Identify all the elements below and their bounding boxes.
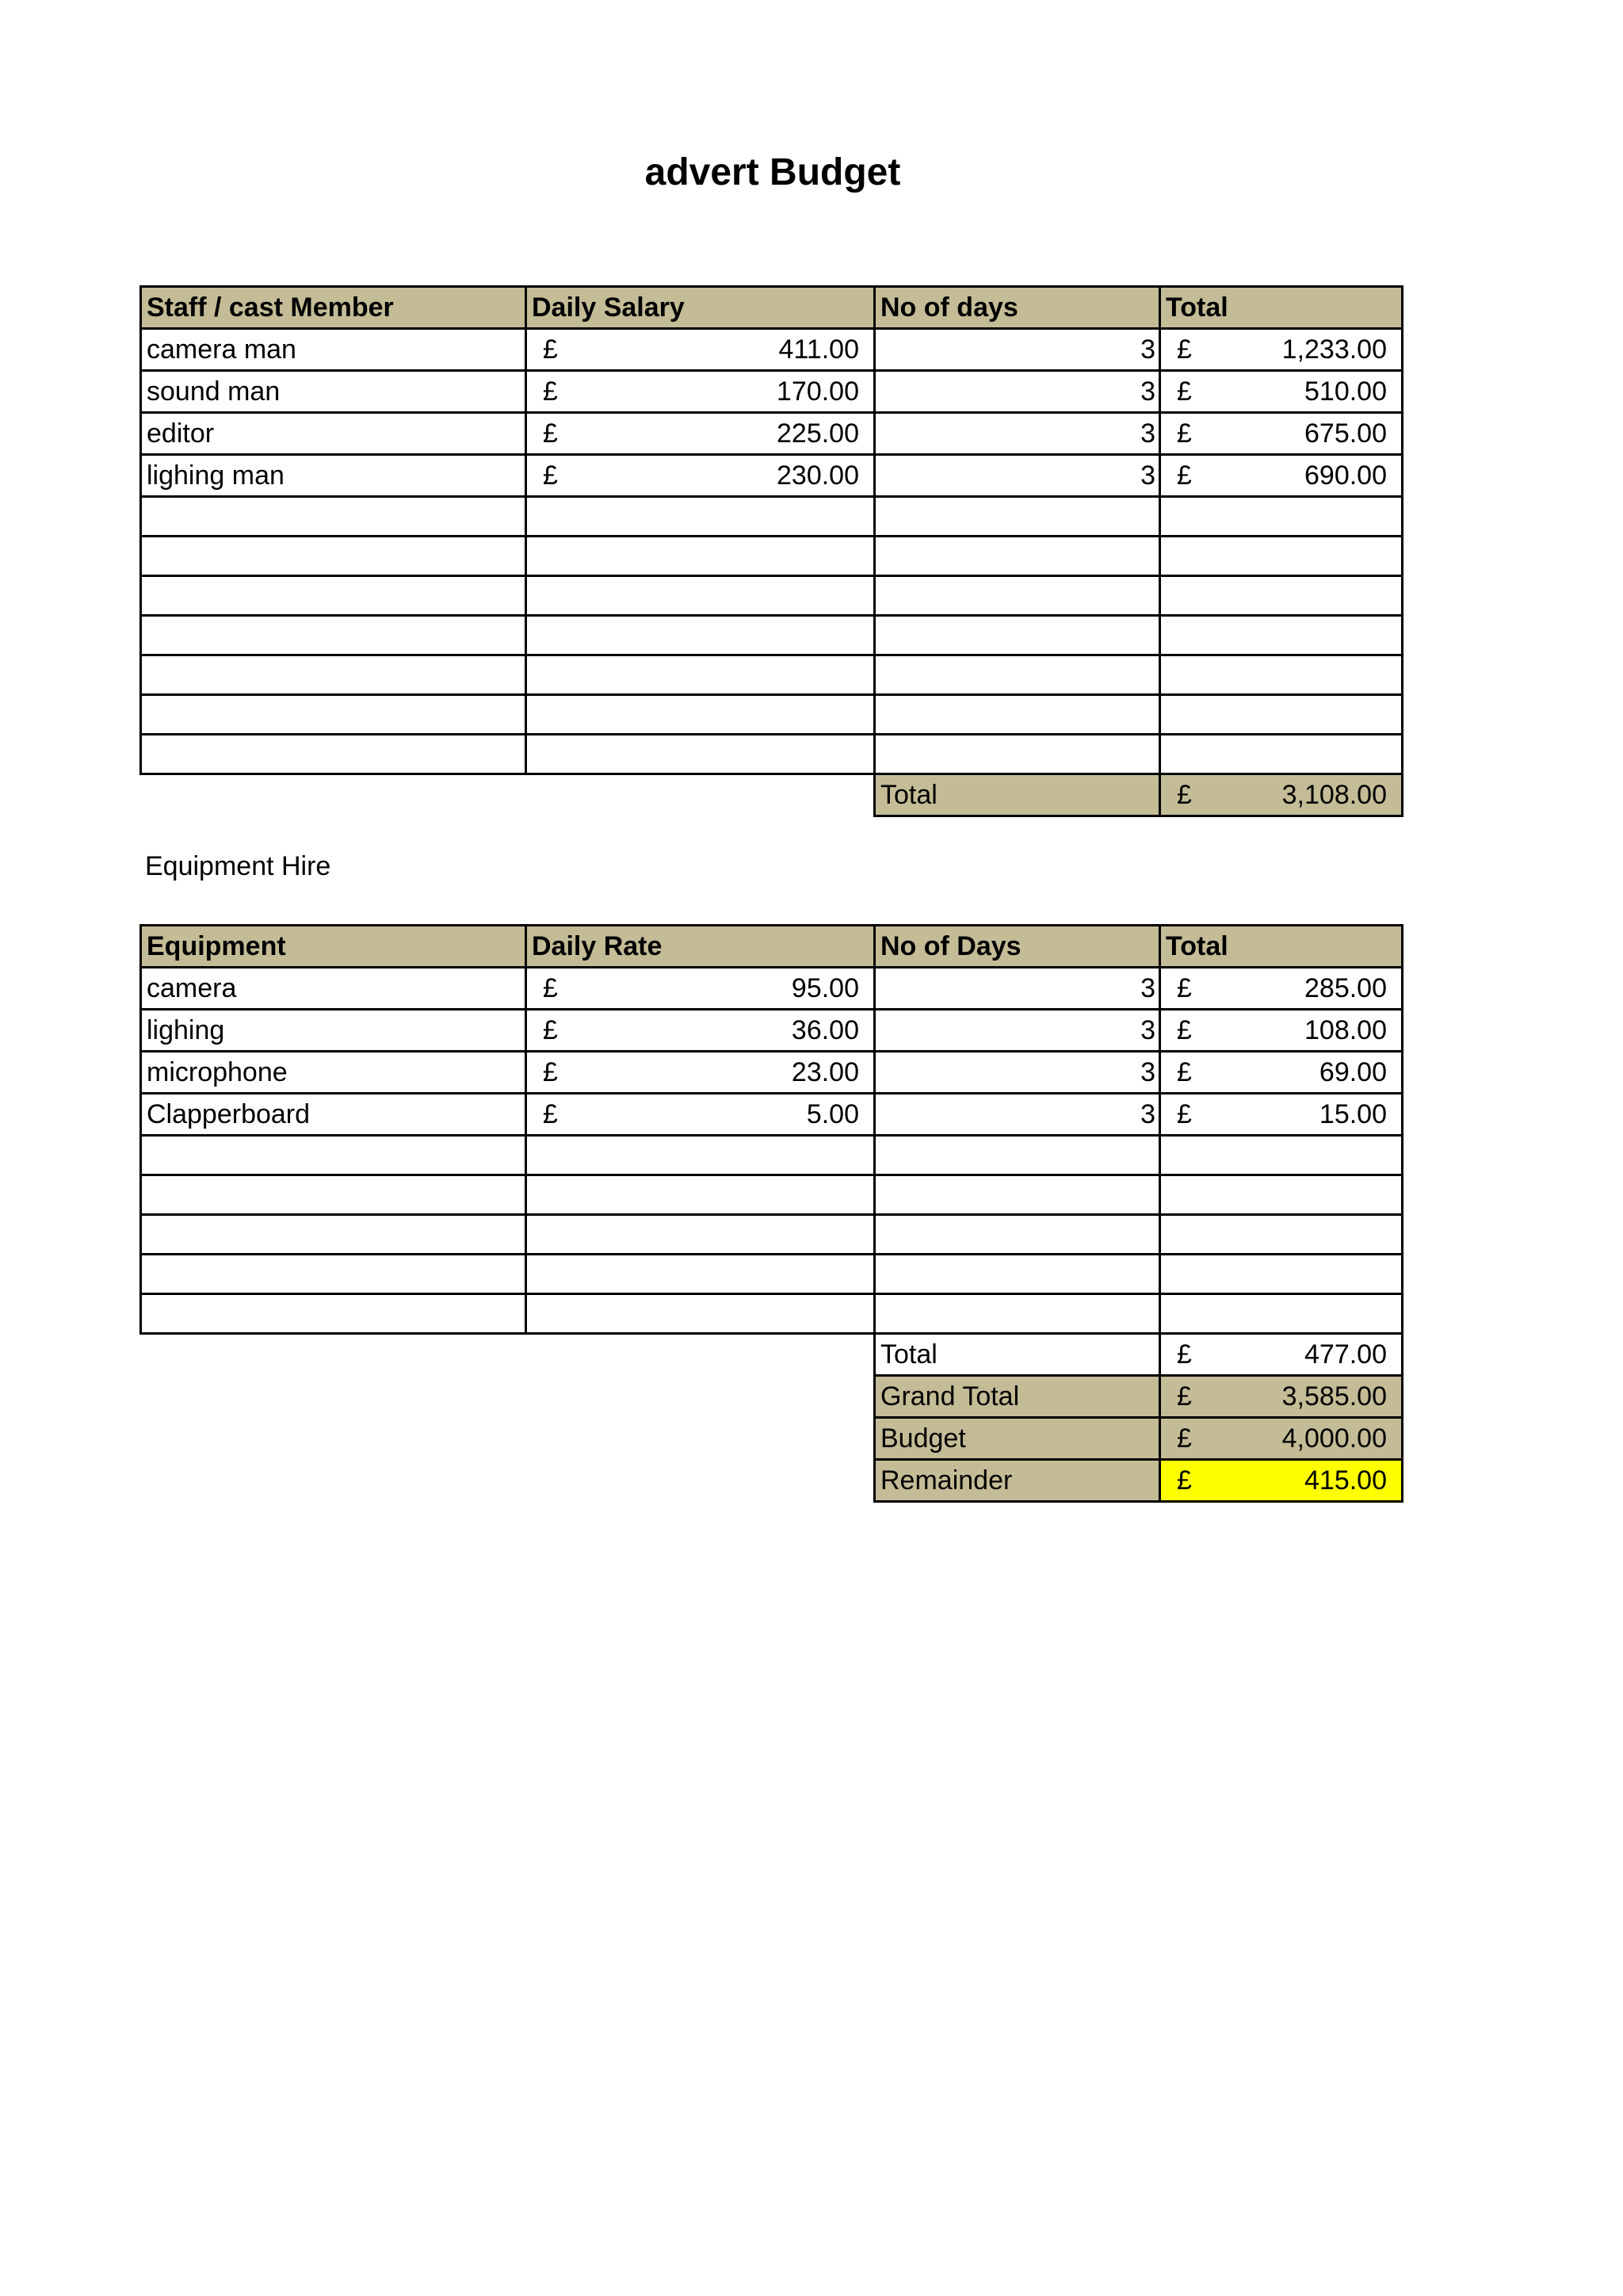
cell-name[interactable]: microphone xyxy=(141,1052,526,1094)
currency-symbol: £ xyxy=(543,1057,558,1087)
cell-total[interactable] xyxy=(1160,1052,1403,1094)
empty-cell[interactable] xyxy=(875,1255,1160,1294)
rate-value: 170.00 xyxy=(777,376,859,407)
cell-days[interactable]: 3 xyxy=(875,455,1160,497)
empty-cell[interactable] xyxy=(141,497,526,537)
empty-row xyxy=(141,497,1403,537)
total-value: 285.00 xyxy=(1304,973,1387,1003)
total-value: 1,233.00 xyxy=(1281,334,1387,365)
remainder-row xyxy=(141,1460,1403,1502)
header-no-of-days[interactable]: No of Days xyxy=(875,926,1160,968)
currency-symbol: £ xyxy=(1177,973,1192,1003)
rate-value: 5.00 xyxy=(806,1099,859,1129)
currency-symbol: £ xyxy=(543,418,558,449)
currency-symbol: £ xyxy=(543,460,558,491)
empty-cell[interactable] xyxy=(526,497,875,537)
currency-symbol: £ xyxy=(1177,1465,1192,1496)
grand-total-row xyxy=(141,1376,1403,1418)
empty-cell[interactable] xyxy=(1160,537,1403,576)
table-row xyxy=(141,968,1403,1010)
empty-cell[interactable] xyxy=(141,1175,526,1215)
table-row xyxy=(141,413,1403,455)
equipment-table xyxy=(139,924,1403,1503)
equipment-hire-label: Equipment Hire xyxy=(145,851,331,881)
empty-cell[interactable] xyxy=(141,1136,526,1175)
grand-total-value: 3,585.00 xyxy=(1281,1381,1387,1412)
empty-row xyxy=(141,1136,1403,1175)
empty-cell[interactable] xyxy=(526,735,875,774)
equipment-total-row xyxy=(141,1334,1403,1376)
empty-cell[interactable] xyxy=(141,695,526,735)
cell-total[interactable] xyxy=(1160,413,1403,455)
cell-name[interactable]: lighing man xyxy=(141,455,526,497)
rate-value: 23.00 xyxy=(791,1057,859,1087)
remainder-value: 415.00 xyxy=(1304,1465,1387,1496)
empty-cell[interactable] xyxy=(526,537,875,576)
cell-days[interactable]: 3 xyxy=(875,413,1160,455)
rate-value: 411.00 xyxy=(778,334,859,365)
page-title: advert Budget xyxy=(644,151,901,193)
cell-days[interactable]: 3 xyxy=(875,1052,1160,1094)
currency-symbol: £ xyxy=(543,334,558,365)
empty-row xyxy=(141,1215,1403,1255)
rate-value: 36.00 xyxy=(791,1015,859,1045)
empty-cell[interactable] xyxy=(1160,1136,1403,1175)
empty-cell[interactable] xyxy=(526,576,875,616)
empty-cell[interactable] xyxy=(875,1175,1160,1215)
empty-cell[interactable] xyxy=(141,655,526,695)
grand-total-cell[interactable] xyxy=(1160,1376,1403,1418)
cell-rate[interactable] xyxy=(526,1052,875,1094)
cell-rate[interactable] xyxy=(526,968,875,1010)
staff-total-label[interactable]: Total xyxy=(875,774,1160,816)
empty-row xyxy=(141,1294,1403,1334)
empty-cell[interactable] xyxy=(875,735,1160,774)
empty-cell[interactable] xyxy=(1160,695,1403,735)
header-total[interactable]: Total xyxy=(1160,926,1403,968)
empty-cell[interactable] xyxy=(141,1255,526,1294)
table-row xyxy=(141,1010,1403,1052)
cell-rate[interactable] xyxy=(526,1010,875,1052)
empty-cell[interactable] xyxy=(141,576,526,616)
empty-row xyxy=(141,576,1403,616)
grand-total-label[interactable]: Grand Total xyxy=(875,1376,1160,1418)
empty-cell[interactable] xyxy=(526,1175,875,1215)
cell-days[interactable]: 3 xyxy=(875,371,1160,413)
cell-days[interactable]: 3 xyxy=(875,1094,1160,1136)
empty-cell[interactable] xyxy=(1160,735,1403,774)
cell-name[interactable]: lighing xyxy=(141,1010,526,1052)
empty-cell[interactable] xyxy=(875,1294,1160,1334)
empty-cell[interactable] xyxy=(1160,1215,1403,1255)
remainder-label[interactable]: Remainder xyxy=(875,1460,1160,1502)
cell-total[interactable] xyxy=(1160,1094,1403,1136)
empty-cell[interactable] xyxy=(1160,576,1403,616)
cell-name[interactable]: editor xyxy=(141,413,526,455)
total-value: 108.00 xyxy=(1304,1015,1387,1045)
empty-row xyxy=(141,735,1403,774)
empty-cell[interactable] xyxy=(1160,1294,1403,1334)
currency-symbol: £ xyxy=(1177,376,1192,407)
cell-days[interactable]: 3 xyxy=(875,329,1160,371)
currency-symbol: £ xyxy=(1177,1423,1192,1454)
equipment-total-label[interactable]: Total xyxy=(875,1334,1160,1376)
empty-cell[interactable] xyxy=(141,616,526,655)
cell-rate[interactable] xyxy=(526,371,875,413)
currency-symbol: £ xyxy=(1177,1057,1192,1087)
empty-row xyxy=(141,537,1403,576)
empty-row xyxy=(141,695,1403,735)
cell-total[interactable] xyxy=(1160,371,1403,413)
staff-total-value: 3,108.00 xyxy=(1281,780,1387,810)
table-row xyxy=(141,1052,1403,1094)
currency-symbol: £ xyxy=(543,376,558,407)
empty-cell[interactable] xyxy=(1160,1255,1403,1294)
header-equipment[interactable]: Equipment xyxy=(141,926,526,968)
header-staff-member[interactable]: Staff / cast Member xyxy=(141,287,526,329)
currency-symbol: £ xyxy=(1177,780,1192,810)
empty-cell[interactable] xyxy=(141,1215,526,1255)
empty-cell[interactable] xyxy=(875,537,1160,576)
cell-name[interactable]: Clapperboard xyxy=(141,1094,526,1136)
equipment-header-row xyxy=(141,926,1403,968)
header-total[interactable]: Total xyxy=(1160,287,1403,329)
empty-cell[interactable] xyxy=(526,1136,875,1175)
empty-cell[interactable] xyxy=(875,616,1160,655)
equipment-total-value: 477.00 xyxy=(1304,1339,1387,1370)
empty-cell[interactable] xyxy=(1160,655,1403,695)
cell-name[interactable]: sound man xyxy=(141,371,526,413)
empty-row xyxy=(141,1175,1403,1215)
cell-rate[interactable] xyxy=(526,329,875,371)
header-daily-salary[interactable]: Daily Salary xyxy=(526,287,875,329)
total-value: 675.00 xyxy=(1304,418,1387,449)
total-value: 15.00 xyxy=(1319,1099,1387,1129)
empty-cell[interactable] xyxy=(141,1294,526,1334)
currency-symbol: £ xyxy=(1177,334,1192,365)
table-row xyxy=(141,329,1403,371)
empty-cell[interactable] xyxy=(875,695,1160,735)
cell-rate[interactable] xyxy=(526,455,875,497)
empty-row xyxy=(141,616,1403,655)
budget-row xyxy=(141,1418,1403,1460)
budget-value: 4,000.00 xyxy=(1281,1423,1387,1454)
equipment-total-cell[interactable] xyxy=(1160,1334,1403,1376)
empty-cell[interactable] xyxy=(526,1294,875,1334)
total-value: 510.00 xyxy=(1304,376,1387,407)
currency-symbol: £ xyxy=(1177,418,1192,449)
cell-rate[interactable] xyxy=(526,1094,875,1136)
table-row xyxy=(141,455,1403,497)
currency-symbol: £ xyxy=(1177,1339,1192,1370)
cell-days[interactable]: 3 xyxy=(875,1010,1160,1052)
empty-cell[interactable] xyxy=(141,735,526,774)
empty-cell[interactable] xyxy=(141,537,526,576)
empty-cell[interactable] xyxy=(1160,1175,1403,1215)
staff-total-row xyxy=(141,774,1403,816)
header-no-of-days[interactable]: No of days xyxy=(875,287,1160,329)
rate-value: 230.00 xyxy=(777,460,859,491)
budget-cell[interactable] xyxy=(1160,1418,1403,1460)
currency-symbol: £ xyxy=(1177,460,1192,491)
empty-cell[interactable] xyxy=(875,497,1160,537)
budget-label[interactable]: Budget xyxy=(875,1418,1160,1460)
cell-total[interactable] xyxy=(1160,968,1403,1010)
cell-total[interactable] xyxy=(1160,1010,1403,1052)
staff-total-cell[interactable] xyxy=(1160,774,1403,816)
table-row xyxy=(141,1094,1403,1136)
empty-row xyxy=(141,1255,1403,1294)
empty-cell[interactable] xyxy=(526,616,875,655)
cell-total[interactable] xyxy=(1160,329,1403,371)
empty-cell[interactable] xyxy=(526,655,875,695)
staff-table xyxy=(139,285,1403,817)
remainder-cell[interactable] xyxy=(1160,1460,1403,1502)
table-row xyxy=(141,371,1403,413)
currency-symbol: £ xyxy=(543,973,558,1003)
cell-name[interactable]: camera xyxy=(141,968,526,1010)
total-value: 690.00 xyxy=(1304,460,1387,491)
empty-cell[interactable] xyxy=(1160,497,1403,537)
currency-symbol: £ xyxy=(1177,1381,1192,1412)
empty-row xyxy=(141,655,1403,695)
currency-symbol: £ xyxy=(543,1099,558,1129)
currency-symbol: £ xyxy=(1177,1015,1192,1045)
currency-symbol: £ xyxy=(543,1015,558,1045)
empty-cell[interactable] xyxy=(1160,616,1403,655)
cell-total[interactable] xyxy=(1160,455,1403,497)
empty-cell[interactable] xyxy=(526,695,875,735)
empty-cell[interactable] xyxy=(526,1255,875,1294)
rate-value: 225.00 xyxy=(777,418,859,449)
empty-cell[interactable] xyxy=(875,1215,1160,1255)
total-value: 69.00 xyxy=(1319,1057,1387,1087)
empty-cell[interactable] xyxy=(526,1215,875,1255)
empty-cell[interactable] xyxy=(875,655,1160,695)
currency-symbol: £ xyxy=(1177,1099,1192,1129)
empty-cell[interactable] xyxy=(875,1136,1160,1175)
cell-days[interactable]: 3 xyxy=(875,968,1160,1010)
cell-rate[interactable] xyxy=(526,413,875,455)
header-daily-rate[interactable]: Daily Rate xyxy=(526,926,875,968)
cell-name[interactable]: camera man xyxy=(141,329,526,371)
rate-value: 95.00 xyxy=(791,973,859,1003)
staff-header-row xyxy=(141,287,1403,329)
empty-cell[interactable] xyxy=(875,576,1160,616)
